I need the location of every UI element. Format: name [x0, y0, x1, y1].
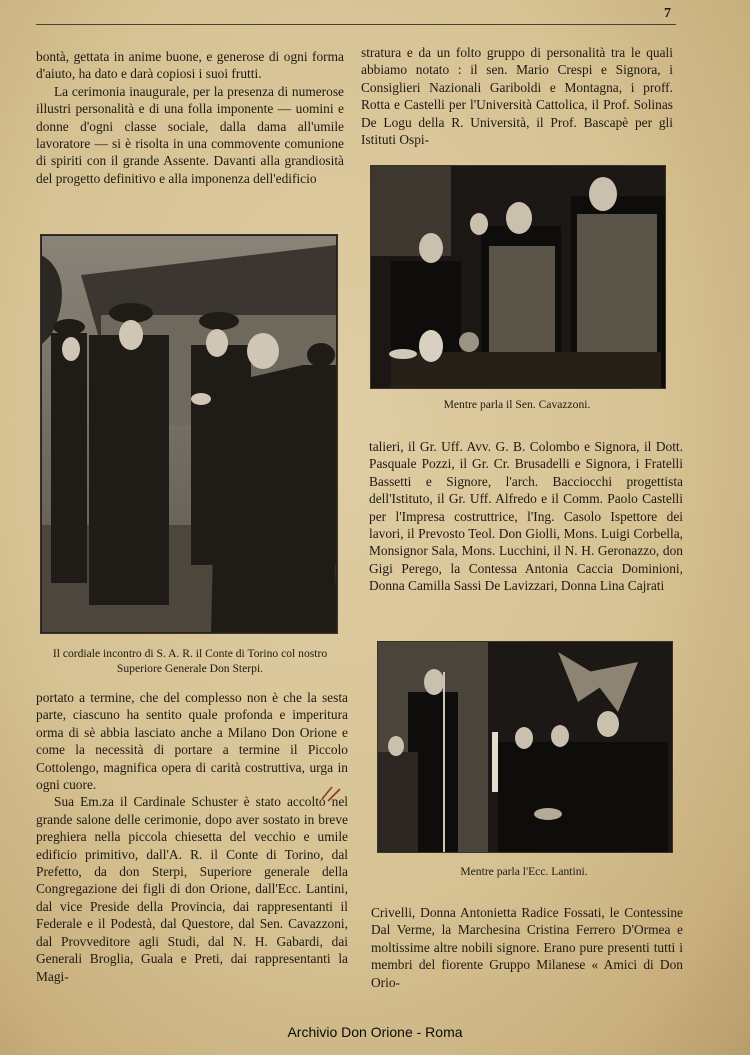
archive-footer: Archivio Don Orione - Roma [287, 1024, 463, 1040]
right-column-bottom-text [371, 904, 683, 991]
right-photo2-caption: Mentre parla l'Ecc. Lantini. [460, 865, 588, 878]
right-photo1-caption: Mentre parla il Sen. Cavazzoni. [443, 398, 591, 411]
paragraph: stratura e da un folto gruppo di personalità tra le quali abbiamo notato : il sen. Mario Crespi e Signora, i Consiglieri Nazionali Gariboldi e Montagna, i proff. Rotta e Castelli per l'Università Cattolica, il Prof. Solinas De Logu della R. Università, il Prof. Bascapè per gli Istituti Ospi- [361, 45, 673, 148]
photo-meeting-conte-di-torino [40, 234, 338, 634]
left-photo-caption: Il cordiale incontro di S. A. R. il Conte di Torino col nostro Superiore Generale Don Sterpi. [52, 647, 328, 675]
left-column-bottom-text [36, 689, 348, 985]
header-rule [36, 24, 676, 25]
paragraph: portato a termine, che del complesso non è che la sesta parte, ciascuno ha sentito quale profonda e imperitura orma di sè abbia lasciato anche a Milano Don Orione e come la necessità di portare a termine il Piccolo Cottolengo, magnifica opera di carità costruttiva, urga in ogni cuore. [36, 690, 348, 793]
page-number: 7 [664, 6, 671, 21]
paragraph: La cerimonia inaugurale, per la presenza di numerose illustri personalità e di una folla imponente — uomini e donne d'ogni classe sociale, dalla dama all'umile lavoratore — si è risolta in una commovente comunione di spiriti con il grande Assente. Davanti alla grandiosità del progetto definitivo e alla imponenza dell'edificio [36, 83, 344, 186]
right-column-middle-text [369, 438, 683, 595]
paragraph: Sua Em.za il Cardinale Schuster è stato accolto nel grande salone delle cerimonie, dopo aver sostato in breve preghiera nella piccola chiesetta del vecchio e umile edificio primitivo, dall'A. R. il Conte di Torino, dal Prefetto, da don Sterpi, Superiore generale della Congregazione dei figli di don Orione, dall'Ecc. Lantini, dal vice Preside della Provincia, dai rappresentanti il Federale e il Podestà, dal Questore, dal Sen. Cavazzoni, dal Provveditore agli Studi, dal N. H. Gabardi, dai Generali Broglia, Guala e Preti, dai rappresentanti la Magi- [36, 794, 348, 984]
paragraph: bontà, gettata in anime buone, e generose di ogni forma d'aiuto, ha dato e darà copiosi i suoi frutti. [36, 49, 344, 82]
photo-image [378, 642, 672, 852]
paragraph: talieri, il Gr. Uff. Avv. G. B. Colombo e Signora, il Dott. Pasquale Pozzi, il Gr. Cr. Brusadelli e Signora, i Fratelli Bassetti e Signore, l'arch. Bacciocchi progettista dell'Istituto, il Gr. Uff. Alfredo e il Comm. Paolo Castelli per l'Impresa costruttrice, l'Ing. Casolo Ispettore dei lavori, il Prevosto Teol. Don Giolli, Mons. Luigi Corbella, Monsignor Sala, Mons. Lucchini, il N. H. Geronazzo, don Gigi Perego, la Contessa Antonia Caccia Dominioni, Donna Camilla Sassi De Lavizzari, Donna Lina Cajrati [369, 439, 683, 594]
handwritten-mark-icon [318, 783, 344, 803]
left-column-top-text [36, 48, 344, 187]
photo-senator-cavazzoni-speaking [370, 165, 666, 389]
photo-lantini-speaking [377, 641, 673, 853]
photo-image [41, 235, 337, 633]
paragraph: Crivelli, Donna Antonietta Radice Fossati, le Contessine Dal Verme, la Marchesina Cristina Ferrero D'Ormea e moltissime altre nobili signore. Erano pure presenti tutti i membri del fiorente Gruppo Milanese « Amici di Don Orio- [371, 905, 683, 990]
right-column-top-text [361, 44, 673, 148]
photo-image [371, 166, 665, 388]
